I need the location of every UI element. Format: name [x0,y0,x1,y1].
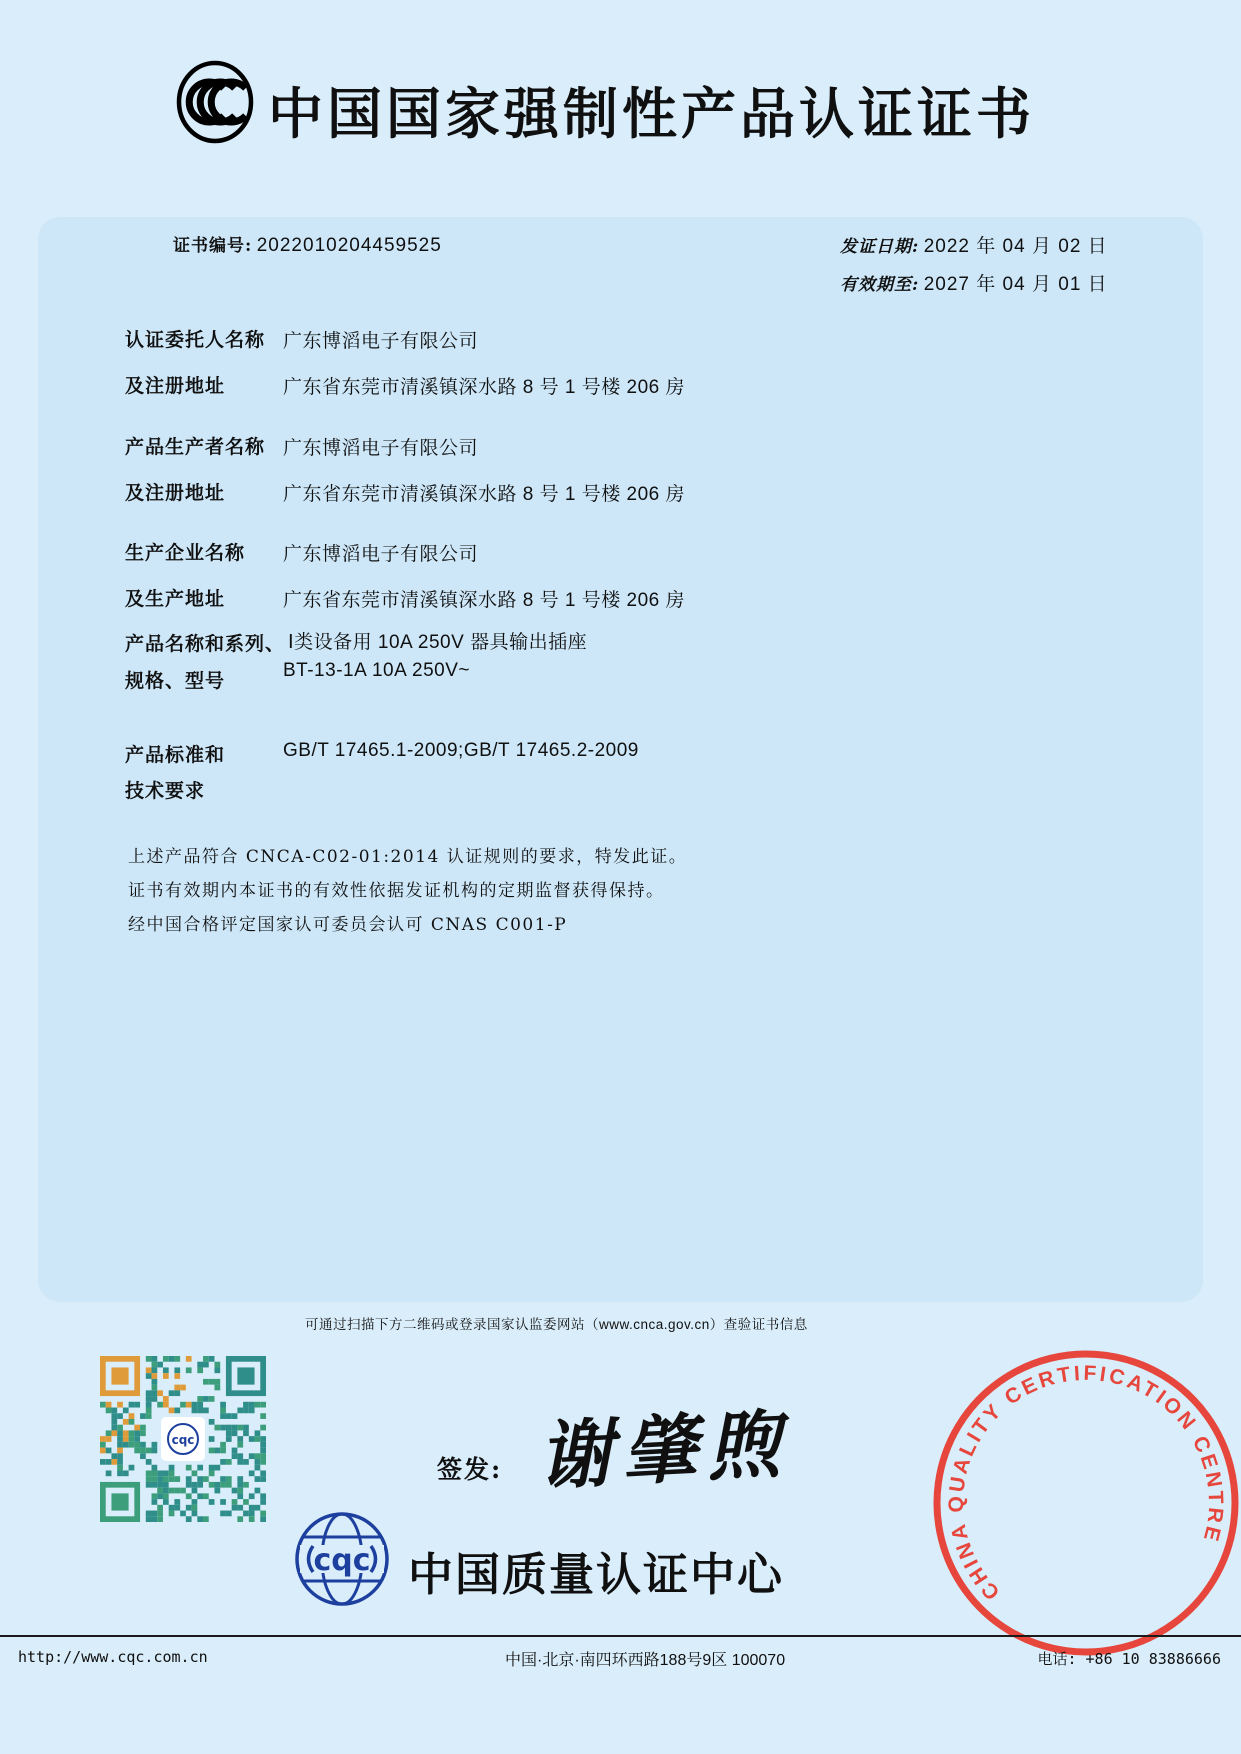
tech-requirement-label: 技术要求 [125,781,206,802]
standard-value: GB/T 17465.1-2009;GB/T 17465.2-2009 [283,740,639,761]
stamp-english-text: CHINA QUALITY CERTIFICATION CENTRE [944,1361,1228,1605]
issuer-name: 中国质量认证中心 [408,1549,785,1600]
valid-until-label: 有效期至: [840,275,920,295]
cert-number-row [173,231,442,257]
applicant-name-value: 广东博滔电子有限公司 [283,331,479,352]
footer-website: http://www.cqc.com.cn [18,1648,208,1666]
signature-handwriting: 谢肇煦 [536,1401,793,1501]
valid-until-row [840,269,1108,296]
footer-phone: 电话: +86 10 83886666 [1037,1650,1221,1668]
svg-text:CHINA QUALITY CERTIFICATION CE [915,1332,1241,1610]
factory-address-value: 广东省东莞市清溪镇深水路 8 号 1 号楼 206 房 [283,590,686,611]
statement-line-3: 经中国合格评定国家认可委员会认可 CNAS C001-P [128,915,568,935]
cert-number-label: 证书编号: [173,236,253,256]
factory-name-value: 广东博滔电子有限公司 [283,544,479,565]
verify-note: 可通过扫描下方二维码或登录国家认监委网站（www.cnca.gov.cn）查验证书信息 [305,1317,808,1332]
product-model-value: BT-13-1A 10A 250V~ [283,660,470,681]
issue-date-row [840,231,1108,258]
issue-date-label: 发证日期: [840,237,920,257]
cqc-logo-text: cqc [313,1543,371,1578]
applicant-address-label: 及注册地址 [125,376,226,397]
footer-divider [0,1635,1241,1637]
cert-number-value: 2022010204459525 [256,235,442,256]
applicant-address-value: 广东省东莞市清溪镇深水路 8 号 1 号楼 206 房 [283,377,686,398]
factory-name-label: 生产企业名称 [125,543,246,564]
ccc-mark-icon [176,60,254,144]
producer-name-label: 产品生产者名称 [125,437,266,458]
factory-address-label: 及生产地址 [125,589,226,610]
footer-address: 中国·北京·南四环西路188号9区 100070 [505,1652,786,1669]
svg-text:cqc: cqc [171,1433,195,1447]
valid-until-value: 2027 年 04 月 01 日 [923,274,1108,295]
page-title: 中国国家强制性产品认证证书 [268,83,1036,145]
producer-address-label: 及注册地址 [125,483,226,504]
product-model-label: 规格、型号 [125,671,226,692]
producer-address-value: 广东省东莞市清溪镇深水路 8 号 1 号楼 206 房 [283,484,686,505]
producer-name-value: 广东博滔电子有限公司 [283,438,479,459]
issue-date-value: 2022 年 04 月 02 日 [923,236,1108,257]
standard-label: 产品标准和 [125,745,226,766]
qr-code [100,1356,266,1522]
statement-line-1: 上述产品符合 CNCA-C02-01:2014 认证规则的要求，特发此证。 [128,847,688,867]
signed-by-label: 签发: [437,1455,503,1484]
product-name-label: 产品名称和系列、 [125,634,286,655]
statement-line-2: 证书有效期内本证书的有效性依据发证机构的定期监督获得保持。 [128,881,665,901]
product-name-value: Ⅰ类设备用 10A 250V 器具输出插座 [288,632,588,653]
cqc-globe-icon [293,1510,391,1608]
applicant-name-label: 认证委托人名称 [125,330,266,351]
red-seal-stamp [894,1311,1241,1694]
